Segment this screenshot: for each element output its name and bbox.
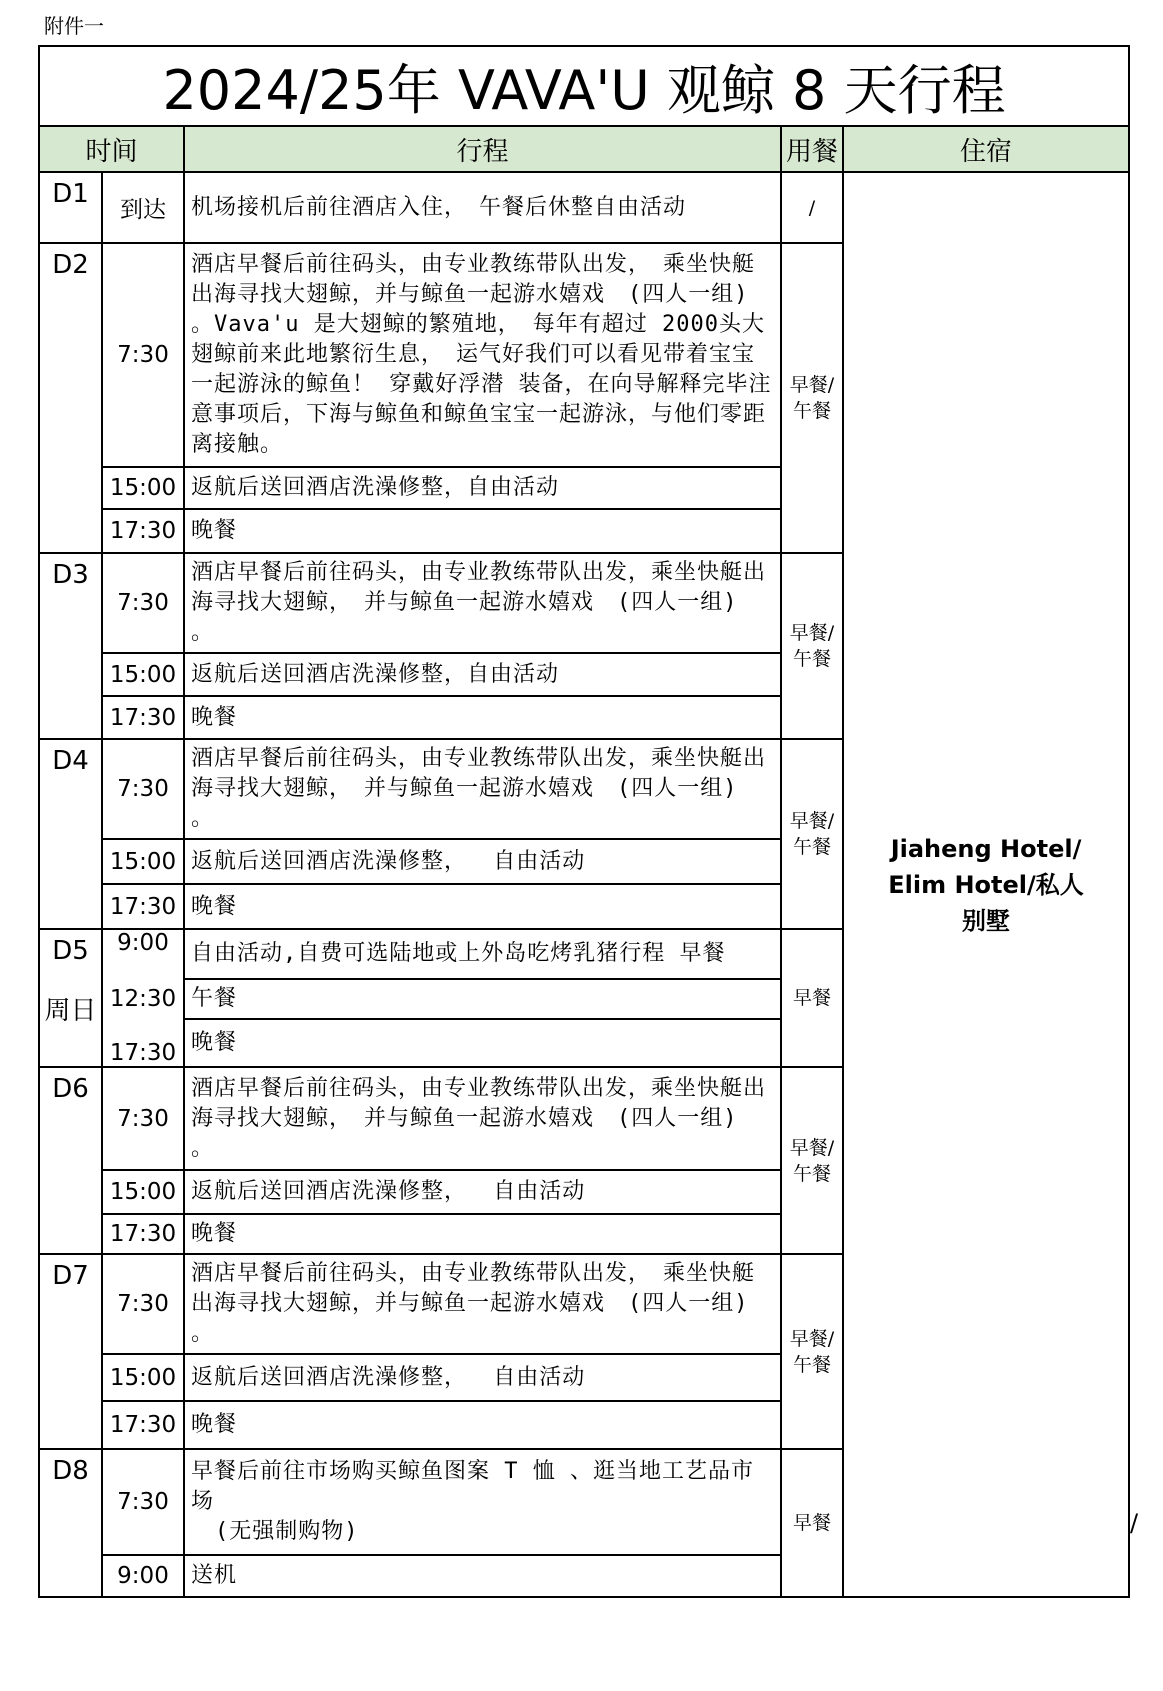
time-cell: 7:30 — [102, 553, 184, 653]
meal-line: 午餐 — [792, 1353, 831, 1376]
activity-cell: 返航后送回酒店洗澡修整，自由活动 — [184, 653, 781, 696]
lodging-line: Jiaheng Hotel/ — [890, 834, 1082, 863]
header-lodging: 住宿 — [843, 126, 1129, 172]
time-cell: 15:00 — [102, 839, 184, 884]
table-row: D8 7:30 早餐后前往市场购买鲸鱼图案 T 恤 、逛当地工艺品市场 (无强制购物) 早餐 / — [39, 1449, 1129, 1555]
activity-note: (无强制购物) — [215, 1519, 359, 1544]
activity-cell: 返航后送回酒店洗澡修整，自由活动 — [184, 467, 781, 509]
time-cell: 17:30 — [102, 696, 184, 739]
itinerary-table — [38, 45, 1139, 1598]
activity-cell: 酒店早餐后前往码头，由专业教练带队出发，乘坐快艇出海寻找大翅鲸， 并与鲸鱼一起游水嬉戏 (四人一组) 。 — [184, 1067, 781, 1170]
meal-line: 午餐 — [792, 836, 831, 858]
activity-cell: 返航后送回酒店洗澡修整， 自由活动 — [184, 839, 781, 884]
lodging-cell — [843, 172, 1129, 1597]
meal-line: 早餐/ — [789, 374, 835, 396]
time-cell: 9:00 — [102, 1555, 184, 1597]
time-cell: 7:30 — [102, 1449, 184, 1555]
lodging-line: Elim Hotel/私人 — [888, 870, 1084, 899]
activity-cell: 晚餐 — [184, 1214, 781, 1254]
meal-cell: 早餐 — [781, 1449, 843, 1597]
time-cell: 17:30 — [102, 1214, 184, 1254]
time-cell: 7:30 — [102, 1254, 184, 1354]
time-cell: 15:00 — [102, 1354, 184, 1401]
meal-cell: / — [781, 172, 843, 243]
activity-cell: 自由活动,自费可选陆地或上外岛吃烤乳猪行程 早餐 — [184, 929, 781, 979]
time-cell: 7:30 — [102, 243, 184, 467]
time-cell: 17:30 — [102, 1401, 184, 1449]
meal-line: 午餐 — [792, 648, 831, 670]
time-cell: 17:30 — [102, 1019, 184, 1067]
activity-cell: 晚餐 — [184, 509, 781, 553]
meal-line: 早餐/ — [789, 810, 835, 832]
day-label: D2 — [39, 243, 102, 553]
time-cell: 17:30 — [102, 884, 184, 929]
meal-cell — [781, 553, 843, 739]
activity-cell: 机场接机后前往酒店入住， 午餐后休整自由活动 — [184, 172, 781, 243]
day-label: D6 — [39, 1067, 102, 1254]
table-header — [39, 126, 1129, 172]
day-label: D8 — [39, 1449, 102, 1597]
activity-cell: 酒店早餐后前往码头，由专业教练带队出发，乘坐快艇出海寻找大翅鲸， 并与鲸鱼一起游水嬉戏 (四人一组) 。 — [184, 739, 781, 839]
meal-line: 午餐 — [792, 400, 831, 422]
meal-line: 早餐/ — [789, 622, 835, 644]
time-cell: 7:30 — [102, 1067, 184, 1170]
activity-cell: 酒店早餐后前往码头，由专业教练带队出发，乘坐快艇出海寻找大翅鲸， 并与鲸鱼一起游水嬉戏 (四人一组) 。 — [184, 553, 781, 653]
time-cell: 17:30 — [102, 509, 184, 553]
activity-cell: 返航后送回酒店洗澡修整， 自由活动 — [184, 1354, 781, 1401]
meal-line: 午餐 — [792, 1162, 831, 1185]
activity-cell: 酒店早餐后前往码头，由专业教练带队出发， 乘坐快艇出海寻找大翅鲸，并与鲸鱼一起游水嬉戏 (四人一组) 。 — [184, 1254, 781, 1354]
time-cell: 9:00 — [102, 929, 184, 979]
activity-cell: 返航后送回酒店洗澡修整， 自由活动 — [184, 1170, 781, 1214]
day-label — [39, 929, 102, 1067]
meal-cell: 早餐 — [781, 929, 843, 1067]
meal-cell — [781, 739, 843, 929]
activity-cell: 晚餐 — [184, 1019, 781, 1067]
page-title: 2024/25年 VAVA'U 观鲸 8 天行程 — [39, 46, 1129, 126]
time-cell: 15:00 — [102, 653, 184, 696]
header-time: 时间 — [39, 126, 184, 172]
activity-cell: 午餐 — [184, 979, 781, 1019]
header-meals: 用餐 — [781, 126, 843, 172]
time-cell: 15:00 — [102, 1170, 184, 1214]
attachment-label: 附件一 — [44, 14, 104, 38]
day-label: D1 — [39, 172, 102, 243]
time-cell: 7:30 — [102, 739, 184, 839]
header-itinerary: 行程 — [184, 126, 781, 172]
activity-cell — [184, 1449, 781, 1555]
meal-line: 早餐/ — [789, 1327, 835, 1350]
meal-cell — [781, 243, 843, 553]
activity-cell: 晚餐 — [184, 1401, 781, 1449]
time-cell: 12:30 — [102, 979, 184, 1019]
table-row — [39, 172, 1129, 243]
day-label: D3 — [39, 553, 102, 739]
day-label: D7 — [39, 1254, 102, 1449]
meal-cell — [781, 1254, 843, 1449]
time-cell: 15:00 — [102, 467, 184, 509]
meal-line: 早餐/ — [789, 1136, 835, 1159]
activity-text: 早餐后前往市场购买鲸鱼图案 T 恤 、逛当地工艺品市场 — [191, 1459, 754, 1514]
lodging-line: 别墅 — [962, 906, 1011, 935]
activity-cell: 晚餐 — [184, 696, 781, 739]
day-number: D5 — [52, 936, 89, 966]
time-cell: 到达 — [102, 172, 184, 243]
activity-cell: 酒店早餐后前往码头，由专业教练带队出发， 乘坐快艇出海寻找大翅鲸，并与鲸鱼一起游水嬉戏 (四人一组) 。Vava'u 是大翅鲸的繁殖地， 每年有超过 2000头大翅鲸前来此地繁衍生息， 运气好我们可以看见带着宝宝一起游泳的鲸鱼！ 穿戴好浮潜 装备，在向导解释完毕注意事项后，下海与鲸鱼和鲸鱼宝宝一起游泳，与他们零距离接触。 — [184, 243, 781, 467]
day-label: D4 — [39, 739, 102, 929]
meal-cell — [781, 1067, 843, 1254]
day-weekday: 周日 — [44, 996, 97, 1026]
activity-cell: 送机 — [184, 1555, 781, 1597]
activity-cell: 晚餐 — [184, 884, 781, 929]
